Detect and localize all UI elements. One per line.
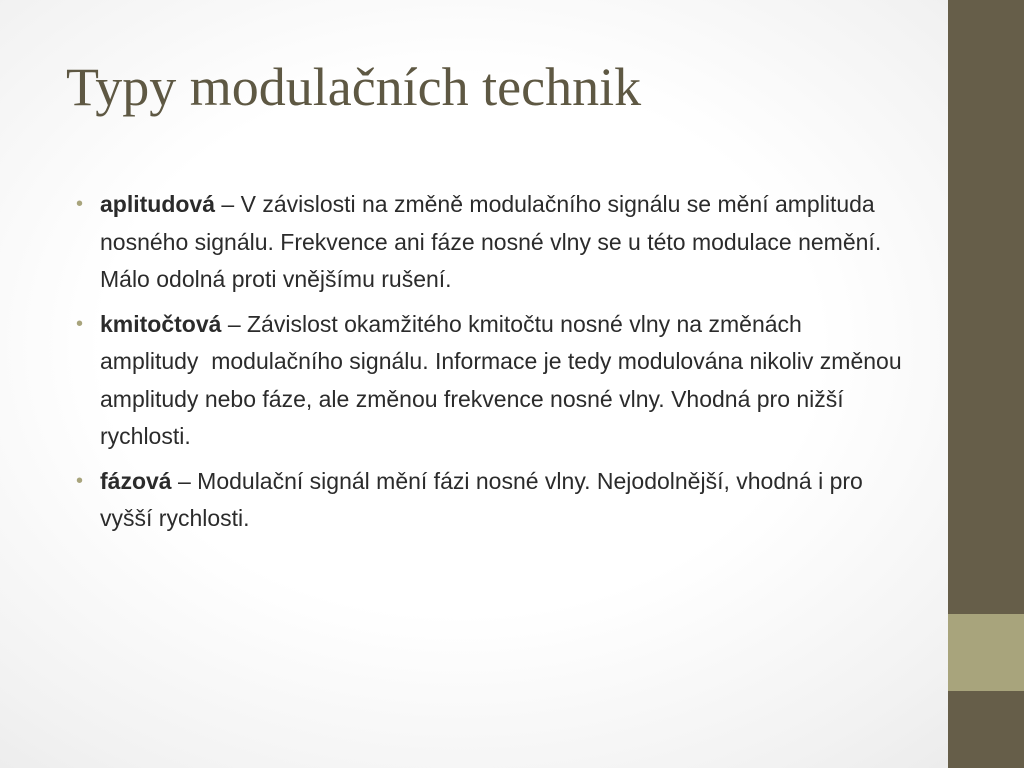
list-item-amplitude — [76, 186, 906, 299]
slide-title: Typy modulačních technik — [66, 57, 642, 117]
list-item-phase — [76, 463, 906, 538]
bullet-icon: • — [76, 193, 84, 215]
bullet-list — [76, 186, 906, 545]
term-label: aplitudová — [100, 191, 216, 217]
list-item-frequency — [76, 306, 906, 456]
decorative-sidebar-accent — [948, 614, 1024, 691]
term-description: – Modulační signál mění fázi nosné vlny. Nejodolnější, vhodná i pro vyšší rychlosti. — [100, 467, 863, 531]
term-label: fázová — [100, 467, 172, 494]
term-label: kmitočtová — [100, 310, 222, 337]
term-description: – V závislosti na změně modulačního signálu se mění amplituda nosného signálu. Frekvence ani fáze nosné vlny se u této modulace nemění. Málo odolná proti vnějšímu rušení. — [100, 191, 882, 292]
term-description: – Závislost okamžitého kmitočtu nosné vlny na změnách amplitudy modulačního signálu. Informace je tedy modulována nikoliv změnou amplitudy nebo fáze, ale změnou frekvence nosné vlny. Vhodná pro nižší rychlosti. — [100, 310, 908, 449]
bullet-icon: • — [76, 469, 84, 492]
bullet-icon: • — [76, 312, 84, 335]
